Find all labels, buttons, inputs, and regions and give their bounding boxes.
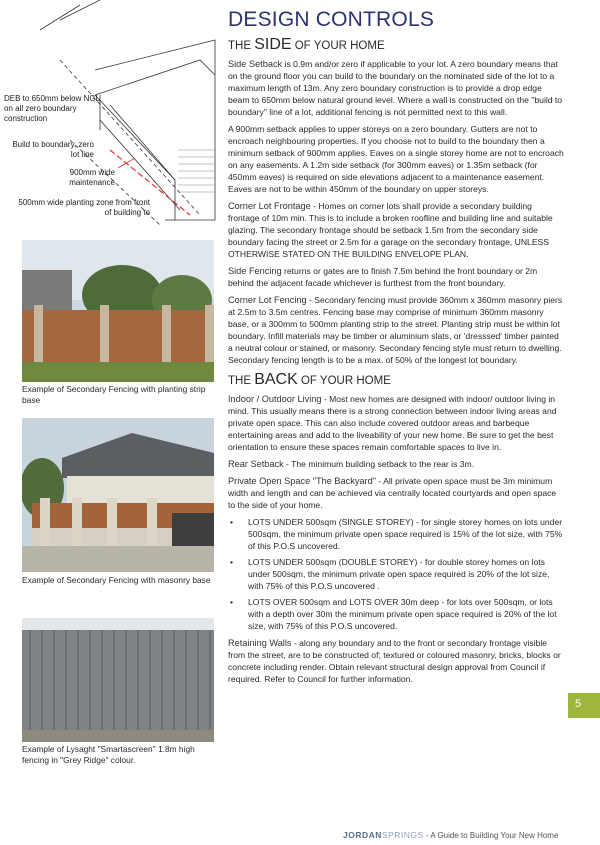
paragraph-rear-setback: [228, 458, 564, 470]
paragraph-text: - along any boundary and to the front or secondary frontage visible from the street, are to be constructed of; textured or coloured masonry, bricks, blocks or concrete including render. Obtain relevant structural design approval from Council if required. Refer to Council for further information.: [228, 638, 561, 684]
diagram-label-maintenance: 900mm wide maintenance: [69, 168, 115, 187]
heading-prefix: THE: [228, 40, 255, 52]
paragraph-lead: Side Setback: [228, 59, 283, 69]
paragraph-text: A 900mm setback applies to upper storeys on a zero boundary. Gutters are not to encroach neighbouring properties. If you choose not to build to the boundary then a minimum setback of 900mm applies. Eaves on a single storey home are not to encroach on any easements. A 1.2m side setback (for 300mm eaves) or 1.35m setback (for 450mm eaves) is required on side elevations adjacent to a maintenance easement. Eaves are not to be within 450mm of the boundary on upper storeys.: [228, 124, 564, 194]
heading-suffix: OF YOUR HOME: [291, 40, 385, 52]
caption-planting-strip: Example of Secondary Fencing with planting strip base: [22, 384, 206, 405]
paragraph-text: is 0.9m and/or zero if applicable to your lot. A zero boundary means that on the ground floor you can build to the boundary on the nominated side of the lot to a maximum length of 13m. Any zero boundary construction is to provide a drop edge beam to 650mm below natural ground level. Where a wall is constructed on the "build to boundary" line of a lot, additional fencing is not permitted next to this wall.: [228, 59, 563, 117]
footer-tagline: A Guide to Building Your New Home: [430, 831, 559, 840]
paragraph-upper-storey-setback: [228, 123, 564, 195]
paragraph-lead: Rear Setback: [228, 459, 284, 469]
paragraph-side-fencing: [228, 265, 564, 289]
paragraph-indoor-outdoor: [228, 393, 564, 453]
footer-separator: -: [423, 831, 431, 840]
caption-masonry-base: Example of Secondary Fencing with masonry base: [22, 575, 211, 585]
photo-fencing-planting-strip: [22, 240, 214, 382]
paragraph-retaining-walls: [228, 637, 564, 685]
list-item: • LOTS OVER 500sqm and LOTS OVER 30m deep - for lots over 500sqm, or lots with a depth over 30m the minimum private open space required is 20% of the lot size, with 75% of this P.O.S uncovered.: [228, 596, 564, 632]
paragraph-lead: Corner Lot Frontage: [228, 201, 311, 211]
page-number-tab: 5: [568, 693, 600, 718]
paragraph-corner-lot-frontage: [228, 200, 564, 260]
heading-emphasis: BACK: [254, 371, 298, 388]
brand-logo-jordan: JORDAN: [343, 830, 382, 840]
photo-smartascreen-fencing: [22, 618, 214, 742]
paragraph-text: - The minimum building setback to the rear is 3m.: [283, 459, 475, 469]
paragraph-lead: Indoor / Outdoor Living: [228, 394, 322, 404]
diagram-label-planting-zone: 500mm wide planting zone from front of building to: [18, 198, 150, 217]
heading-prefix: THE: [228, 375, 255, 387]
paragraph-lead: Retaining Walls: [228, 638, 292, 648]
diagram-label-build-to-boundary: Build to boundary, zero lot line: [12, 140, 94, 159]
pos-requirements-list: [228, 516, 564, 632]
footer: [343, 830, 558, 840]
paragraph-text: - All private open space must be 3m minimum width and length and can be achieved via centrally located courtyards and open space to the side of your home.: [228, 476, 557, 510]
section-heading-back: [228, 371, 564, 389]
section-heading-side: [228, 36, 564, 54]
paragraph-text: - Most new homes are designed with indoor/ outdoor living in mind. This usually means there is a strong connection between indoor living areas and private open space. This can also include covered outdoor areas and barbeque entertaining areas and add to the liveability of your new home. Be sure to get the best orientation to ensure these spaces remain comfortable spaces to live in.: [228, 394, 557, 452]
page-title: DESIGN CONTROLS: [228, 8, 435, 31]
paragraph-text: returns or gates are to finish 7.5m behind the front boundary or 2m behind the adjacent facade whichever is furthest from the front boundary.: [228, 266, 538, 288]
brand-logo-springs: SPRINGS: [381, 830, 424, 840]
caption-smartascreen: Example of Lysaght "Smartascreen" 1.8m high fencing in "Grey Ridge" colour.: [22, 744, 195, 765]
diagram-label-deb: DEB to 650mm below NGL on all zero boundary construction: [4, 94, 100, 123]
heading-emphasis: SIDE: [254, 36, 292, 53]
heading-suffix: OF YOUR HOME: [297, 375, 391, 387]
paragraph-lead: Private Open Space "The Backyard": [228, 476, 376, 486]
list-item: • LOTS UNDER 500sqm (SINGLE STOREY) - for single storey homes on lots under 500sqm, the minimum private open space required is 15% of the lot size, with 75% of this P.O.S uncovered.: [228, 516, 564, 552]
paragraph-text: - Homes on corner lots shall provide a secondary building frontage of 10m min. This is to include a broken roofline and building line and suitable glazing. The secondary frontage should be setback 1.5m from the secondary side boundary facing the street or 2.5m for a garage on the secondary frontage, UNLESS OTHERWISE STATED ON THE BUILDING ENVELOPE PLAN.: [228, 201, 553, 259]
design-controls-content: [228, 8, 564, 690]
paragraph-corner-lot-fencing: [228, 294, 564, 366]
paragraph-side-setback: [228, 58, 564, 118]
paragraph-lead: Corner Lot Fencing: [228, 295, 307, 305]
paragraph-private-open-space: [228, 475, 564, 511]
photo-fencing-masonry-base: [22, 418, 214, 572]
paragraph-text: - Secondary fencing must provide 360mm x 360mm masonry piers at 2.5m to 3.5m centres. Fencing base may comprise of minimum 360mm masonry base, or a 300mm to 500mm planting strip to the street. Planting strip must be within lot boundary. Infill materials may be timber or aluminium slats, or 'dresssed' timber painted a neutral colour or stained, or masonry. Secondary fencing style must return to dwelling. Secondary fencing length is to be a max. of 50% of the longest lot boundary.: [228, 295, 563, 365]
paragraph-lead: Side Fencing: [228, 266, 282, 276]
list-item: • LOTS UNDER 500sqm (DOUBLE STOREY) - for double storey homes on lots under 500sqm, the minimum private open space required is 20% of the lot size, with 75% of this P.O.S uncovered .: [228, 556, 564, 592]
